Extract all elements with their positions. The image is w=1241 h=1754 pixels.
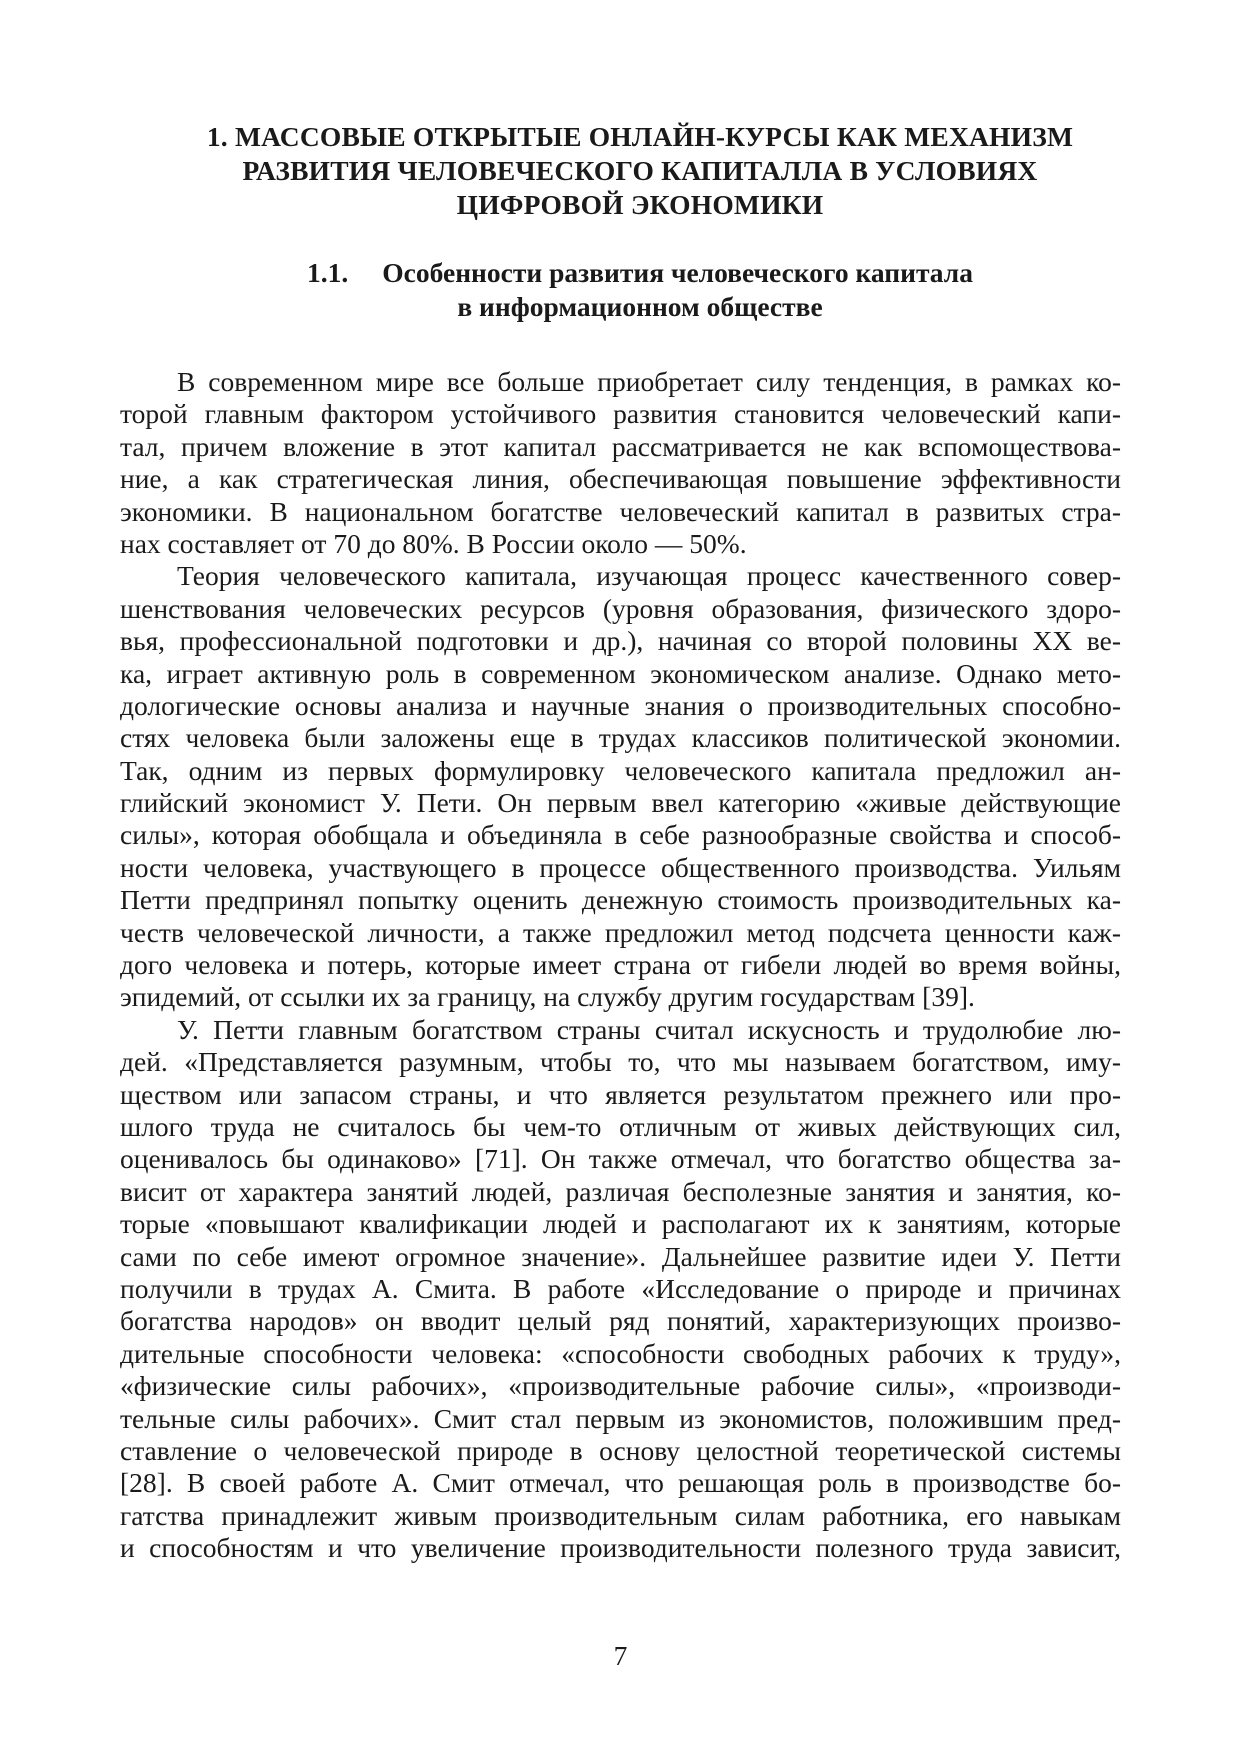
section-title-text: Особенности развития человеческого капитала xyxy=(382,257,973,288)
paragraph-line: дологические основы анализа и научные знания о производительных способно- xyxy=(120,689,1121,721)
paragraph-line: вья, профессиональной подготовки и др.), начиная со второй половины XX ве- xyxy=(120,625,1121,657)
paragraph-line: тал, причем вложение в этот капитал рассматривается не как вспомоществова- xyxy=(120,430,1121,462)
section-number: 1.1. xyxy=(307,257,349,288)
paragraph-line: Петти предпринял попытку оценить денежную стоимость производительных ка- xyxy=(120,884,1121,916)
paragraph-line: ка, играет активную роль в современном экономическом анализе. Однако мето- xyxy=(120,657,1121,689)
paragraph-line: Теория человеческого капитала, изучающая процесс качественного совер- xyxy=(177,560,1121,592)
paragraph-line: дительные способности человека: «способности свободных рабочих к труду», xyxy=(120,1337,1121,1369)
chapter-title-line: РАЗВИТИЯ ЧЕЛОВЕЧЕСКОГО КАПИТАЛЛА В УСЛОВИЯХ xyxy=(242,155,1038,186)
paragraph-line: Так, одним из первых формулировку человеческого капитала предложил ан- xyxy=(120,754,1121,786)
paragraph-line: сами по себе имеют огромное значение». Дальнейшее развитие идеи У. Петти xyxy=(120,1240,1121,1272)
paragraph-line: ществом или запасом страны, и что является результатом прежнего или про- xyxy=(120,1078,1121,1110)
chapter-title-line: 1. МАССОВЫЕ ОТКРЫТЫЕ ОНЛАЙН-КУРСЫ КАК МЕХАНИЗМ xyxy=(206,121,1074,152)
paragraph-line: шлого труда не считалось бы чем-то отличным от живых действующих сил, xyxy=(120,1110,1121,1142)
section-title-line xyxy=(150,256,1130,290)
paragraph-line: ние, а как стратегическая линия, обеспечивающая повышение эффективности xyxy=(120,463,1121,495)
paragraph-line: экономики. В национальном богатстве человеческий капитал в развитых стра- xyxy=(120,495,1121,527)
page-number: 7 xyxy=(613,1640,628,1671)
paragraph-line: В современном мире все больше приобретает силу тенденция, в рамках ко- xyxy=(177,366,1121,397)
paragraph-line: получили в трудах А. Смита. В работе «Исследование о природе и причинах xyxy=(120,1272,1121,1304)
paragraph-line: [28]. В своей работе А. Смит отмечал, что решающая роль в производстве бо- xyxy=(120,1467,1121,1499)
paragraph-line: тельные силы рабочих». Смит стал первым из экономистов, положившим пред- xyxy=(120,1402,1121,1434)
paragraph-line: оценивалось бы одинаково» [71]. Он также отмечал, что богатство общества за- xyxy=(120,1143,1121,1175)
paragraph-line: дого человека и потерь, которые имеет страна от гибели людей во время войны, xyxy=(120,949,1121,981)
paragraph-line: ставление о человеческой природе в основу целостной теоретической системы xyxy=(120,1434,1121,1466)
paragraph-line: шенствования человеческих ресурсов (уровня образования, физического здоро- xyxy=(120,592,1121,624)
section-title xyxy=(150,256,1130,324)
paragraph-line: эпидемий, от ссылки их за границу, на службу другим государствам [39]. xyxy=(120,981,975,1013)
paragraph-line: висит от характера занятий людей, различая бесполезные занятия и занятия, ко- xyxy=(120,1175,1121,1207)
paragraph-line: торые «повышают квалификации людей и располагают их к занятиям, которые xyxy=(120,1208,1121,1240)
chapter-title xyxy=(150,120,1130,222)
paragraph-line: торой главным фактором устойчивого развития становится человеческий капи- xyxy=(120,398,1121,430)
chapter-title-line: ЦИФРОВОЙ ЭКОНОМИКИ xyxy=(456,189,824,220)
paragraph-line: богатства народов» он вводит целый ряд понятий, характеризующих произво- xyxy=(120,1305,1121,1337)
paragraph-line: глийский экономист У. Пети. Он первым ввел категорию «живые действующие xyxy=(120,787,1121,819)
paragraph-line: гатства принадлежит живым производительным силам работника, его навыкам xyxy=(120,1499,1121,1531)
paragraph-line: стях человека были заложены еще в трудах классиков политической экономии. xyxy=(120,722,1121,754)
paragraph-line: и способностям и что увеличение производительности полезного труда зависит, xyxy=(120,1532,1121,1564)
paragraph-line: дей. «Представляется разумным, чтобы то, что мы называем богатством, иму- xyxy=(120,1046,1121,1078)
paragraph-line: ности человека, участвующего в процессе общественного производства. Уильям xyxy=(120,851,1121,883)
section-title-line: в информационном обществе xyxy=(457,291,823,322)
body-text xyxy=(120,366,1121,1564)
paragraph-line: силы», которая обобщала и объединяла в себе разнообразные свойства и способ- xyxy=(120,819,1121,851)
paragraph-line: «физические силы рабочих», «производительные рабочие силы», «производи- xyxy=(120,1370,1121,1402)
paragraph-line: У. Петти главным богатством страны считал искусность и трудолюбие лю- xyxy=(177,1013,1121,1045)
paragraph-line: честв человеческой личности, а также предложил метод подсчета ценности каж- xyxy=(120,916,1121,948)
paragraph-line: нах составляет от 70 до 80%. В России около — 50%. xyxy=(120,527,747,559)
